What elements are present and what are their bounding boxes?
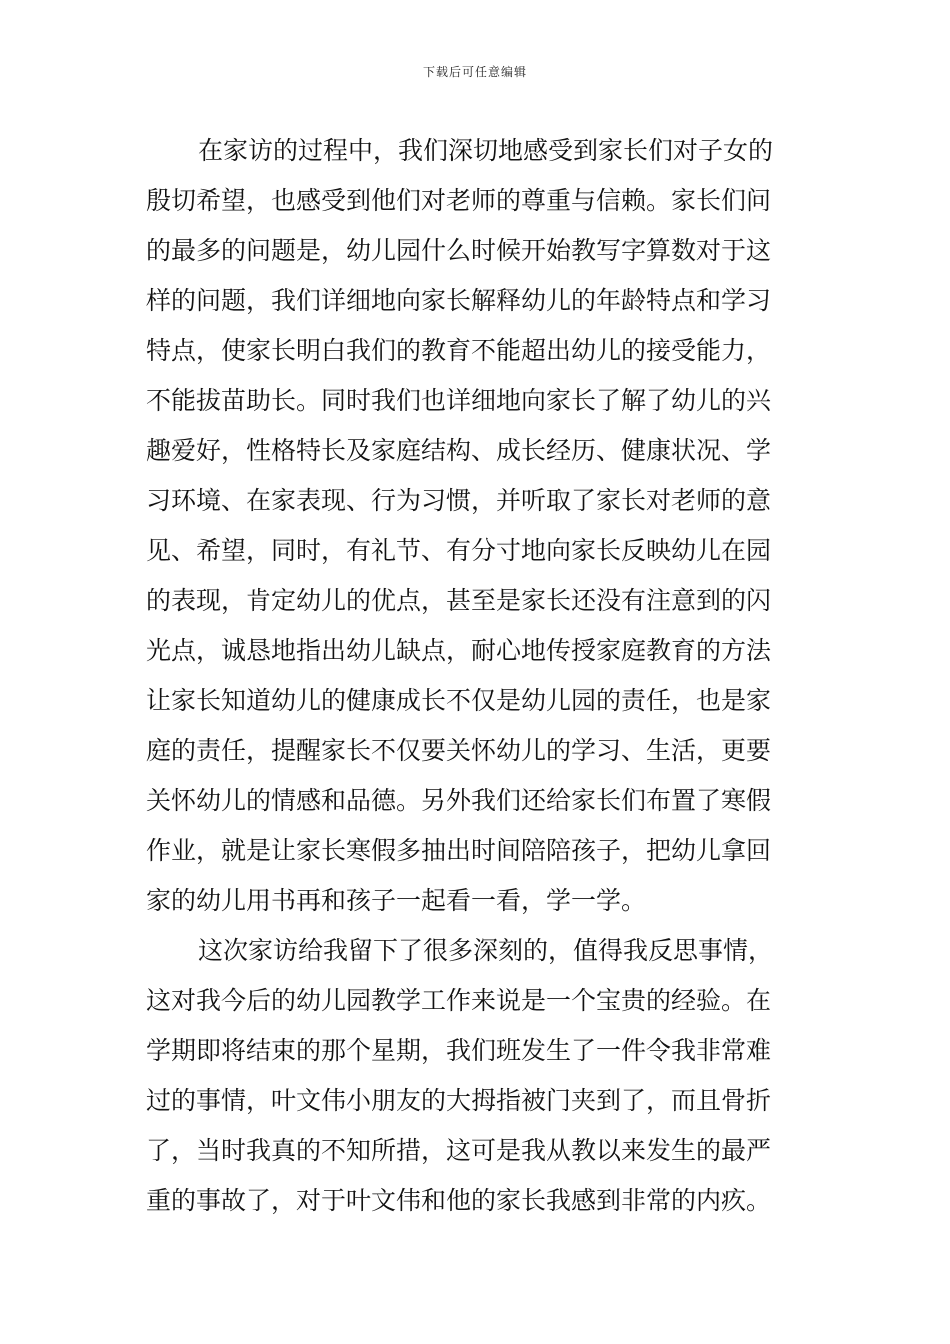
text-line: 了，当时我真的不知所措，这可是我从教以来发生的最严: [146, 1136, 772, 1165]
text-line: 重的事故了，对于叶文伟和他的家长我感到非常的内疚。: [146, 1186, 772, 1215]
text-line: 习环境、在家表现、行为习惯，并听取了家长对老师的意: [146, 486, 772, 515]
header-note: 下载后可任意编辑: [422, 65, 527, 79]
text-line: 的表现，肯定幼儿的优点，甚至是家长还没有注意到的闪: [146, 586, 772, 615]
paragraph-2: [146, 926, 804, 1226]
text-line: 作业，就是让家长寒假多抽出时间陪陪孩子，把幼儿拿回: [146, 836, 772, 865]
text-line: 这次家访给我留下了很多深刻的，值得我反思事情，: [198, 936, 774, 965]
text-line: 光点，诚恳地指出幼儿缺点，耐心地传授家庭教育的方法: [146, 636, 772, 665]
text-line: 让家长知道幼儿的健康成长不仅是幼儿园的责任，也是家: [146, 686, 772, 715]
text-line: 的最多的问题是，幼儿园什么时候开始教写字算数对于这: [146, 236, 772, 265]
text-line: 这对我今后的幼儿园教学工作来说是一个宝贵的经验。在: [146, 986, 772, 1015]
text-line: 庭的责任，提醒家长不仅要关怀幼儿的学习、生活，更要: [146, 736, 772, 765]
text-line: 特点，使家长明白我们的教育不能超出幼儿的接受能力，: [146, 336, 772, 365]
text-line: 样的问题，我们详细地向家长解释幼儿的年龄特点和学习: [146, 286, 772, 315]
text-line: 家的幼儿用书再和孩子一起看一看，学一学。: [146, 886, 647, 915]
paragraph-1: [146, 126, 804, 926]
text-line: 殷切希望，也感受到他们对老师的尊重与信赖。家长们问: [146, 186, 772, 215]
text-line: 不能拔苗助长。同时我们也详细地向家长了解了幼儿的兴: [146, 386, 772, 415]
text-line: 学期即将结束的那个星期，我们班发生了一件令我非常难: [146, 1036, 772, 1065]
text-line: 过的事情，叶文伟小朋友的大拇指被门夹到了，而且骨折: [146, 1086, 772, 1115]
text-line: 在家访的过程中，我们深切地感受到家长们对子女的: [198, 136, 774, 165]
document-body: [146, 126, 804, 1226]
text-line: 关怀幼儿的情感和品德。另外我们还给家长们布置了寒假: [146, 786, 772, 815]
text-line: 见、希望，同时，有礼节、有分寸地向家长反映幼儿在园: [146, 536, 772, 565]
text-line: 趣爱好，性格特长及家庭结构、成长经历、健康状况、学: [146, 436, 772, 465]
